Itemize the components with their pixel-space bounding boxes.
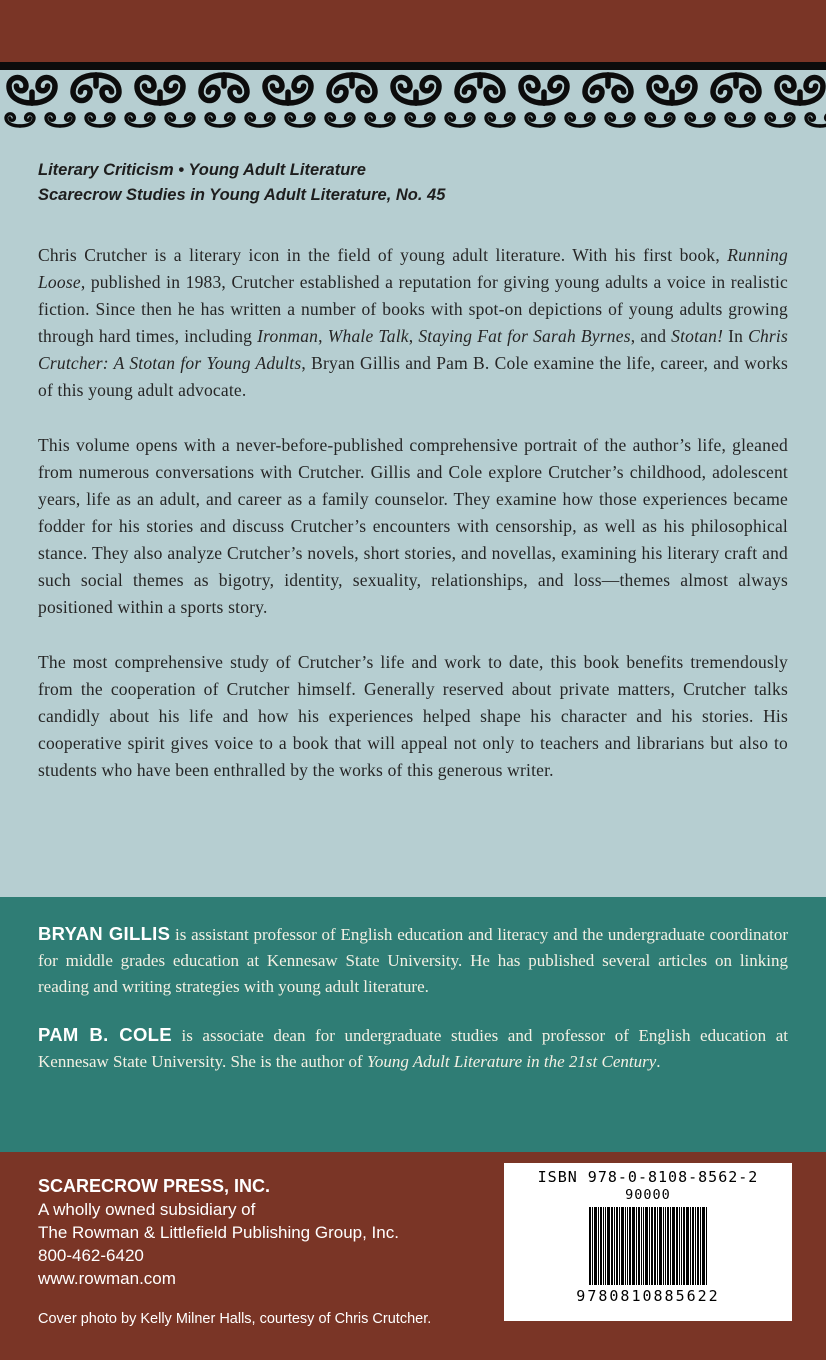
barcode-bar — [594, 1207, 597, 1285]
text-segment: Chris Crutcher is a literary icon in the field of young adult literature. With his first book, — [38, 245, 728, 265]
text-segment: The most comprehensive study of Crutcher’s life and work to date, this book benefits tremendously from the cooperation of Crutcher himself. Generally reserved about private matters, Crutcher talks candidly about his life and how his experiences helped shape his character and his stories. His cooperative spirit gives voice to a book that will appeal not only to teachers and librarians but also to students who have been enthralled by the works of this generous writer. — [38, 652, 788, 780]
publisher-band — [0, 1152, 826, 1360]
ornament-motif-small — [366, 114, 394, 126]
barcode-bar — [657, 1207, 658, 1285]
book-title-italic: Running Loose — [38, 245, 788, 292]
bio-bryan-gillis — [38, 921, 788, 1000]
ornament-motif-small — [86, 114, 114, 126]
blurb-paragraph-3 — [38, 649, 788, 784]
cover-photo-credit: Cover photo by Kelly Milner Halls, courtesy of Chris Crutcher. — [38, 1311, 432, 1327]
ornament-bottom-row — [6, 114, 826, 126]
barcode-bar — [700, 1207, 701, 1285]
barcode-bar — [619, 1207, 620, 1285]
ornament-motif-small — [726, 114, 754, 126]
barcode-bar — [645, 1207, 648, 1285]
ornament-motif — [201, 75, 247, 101]
book-title-italic: Ironman — [257, 326, 319, 346]
text-segment: In — [723, 326, 749, 346]
ornament-motif — [649, 78, 695, 104]
barcode-bar — [690, 1207, 691, 1285]
ornament-motif — [521, 78, 567, 104]
text-segment: , Bryan Gillis and Pam B. Cole examine the life, career, and works of this young adult advocate. — [38, 353, 788, 400]
series-line: Scarecrow Studies in Young Adult Literature, No. 45 — [38, 186, 446, 204]
barcode-bar — [629, 1207, 631, 1285]
ornament-border-band — [0, 70, 826, 132]
barcode-bar — [695, 1207, 696, 1285]
ornament-motif-small — [326, 114, 354, 126]
barcode-bar — [706, 1207, 707, 1285]
ornament-motif — [73, 75, 119, 101]
barcode-bar — [665, 1207, 666, 1285]
barcode-bar — [672, 1207, 675, 1285]
scroll-ornament-pattern — [0, 70, 826, 132]
ornament-motif — [457, 75, 503, 101]
barcode-bar — [600, 1207, 602, 1285]
publisher-phone: 800-462-6420 — [38, 1246, 144, 1265]
ornament-motif-small — [246, 114, 274, 126]
ornament-motif — [265, 78, 311, 104]
text-segment: is assistant professor of English education and literacy and the undergraduate coordinator for middle grades education at Kennesaw State University. He has published several articles on linking reading and writing strategies with young adult literature. — [38, 925, 788, 996]
barcode-bar — [598, 1207, 599, 1285]
ornament-motif — [585, 75, 631, 101]
barcode-bar — [611, 1207, 613, 1285]
barcode-price-code: 90000 — [625, 1187, 671, 1203]
barcode-bar — [603, 1207, 604, 1285]
barcode-bar — [592, 1207, 593, 1285]
barcode-bar — [625, 1207, 626, 1285]
book-title-italic: Chris Crutcher: A Stotan for Young Adults — [38, 326, 788, 373]
barcode-bar — [697, 1207, 699, 1285]
barcode-bar — [667, 1207, 669, 1285]
ornament-motif-small — [486, 114, 514, 126]
publisher-name: SCARECROW PRESS, INC. — [38, 1176, 271, 1196]
publisher-website: www.rowman.com — [38, 1269, 176, 1288]
barcode-bar — [679, 1207, 680, 1285]
ornament-motif-small — [126, 114, 154, 126]
ornament-motif — [9, 78, 55, 104]
genre-block — [38, 158, 788, 208]
ornament-motif-small — [766, 114, 794, 126]
ornament-motif — [713, 75, 759, 101]
barcode-bar — [616, 1207, 618, 1285]
text-segment: , published in 1983, Crutcher established a reputation for giving young adults a voice in realistic fiction. Since then he has written a number of books with spot-on depictions of young adults growing through hard times, including — [38, 272, 788, 346]
bio-name-pam-cole: PAM B. COLE — [38, 1024, 172, 1045]
author-bio-band — [0, 897, 826, 1152]
barcode-block — [504, 1163, 792, 1321]
ornament-motif-small — [206, 114, 234, 126]
barcode-bar — [607, 1207, 610, 1285]
publisher-group-line: The Rowman & Littlefield Publishing Group, Inc. — [38, 1223, 399, 1242]
ornament-motif — [393, 78, 439, 104]
ornament-motif-small — [406, 114, 434, 126]
book-title-italic: Staying Fat for Sarah Byrnes — [418, 326, 631, 346]
ornament-motif — [137, 78, 183, 104]
barcode-bar — [702, 1207, 705, 1285]
ornament-motif-small — [166, 114, 194, 126]
text-segment: . — [656, 1052, 661, 1071]
ornament-motif-small — [6, 114, 34, 126]
barcode-bar — [683, 1207, 685, 1285]
barcode-bar — [692, 1207, 694, 1285]
barcode-bar — [641, 1207, 642, 1285]
barcode-bar — [627, 1207, 628, 1285]
ornament-motif-small — [806, 114, 826, 126]
text-segment: , and — [630, 326, 672, 346]
ornament-motif-small — [446, 114, 474, 126]
barcode-bar — [643, 1207, 644, 1285]
barcode-bar — [638, 1207, 640, 1285]
barcode-bar — [649, 1207, 650, 1285]
blurb-paragraph-2 — [38, 432, 788, 621]
top-maroon-band — [0, 0, 826, 62]
barcode-bar — [621, 1207, 624, 1285]
black-divider-rule — [0, 62, 826, 70]
barcode-number: 9780810885622 — [576, 1287, 720, 1305]
ornament-motif-small — [566, 114, 594, 126]
barcode-bar — [636, 1207, 637, 1285]
text-segment: is associate dean for undergraduate studies and professor of English education at Kennesaw State University. She is the author of — [38, 1026, 788, 1071]
text-segment: This volume opens with a never-before-published comprehensive portrait of the author’s life, gleaned from numerous conversations with Crutcher. Gillis and Cole explore Crutcher’s childhood, adolescent years, life as an adult, and career as a family counselor. They examine how those experiences became fodder for his stories and discuss Crutcher’s encounters with censorship, as well as his philosophical stance. They also analyze Crutcher’s novels, short stories, and novellas, examining his literary craft and such social themes as bigotry, identity, sexuality, relationships, and loss—themes almost always positioned within a sports story. — [38, 435, 788, 617]
ornament-motif-small — [286, 114, 314, 126]
isbn-text: ISBN 978-0-8108-8562-2 — [537, 1168, 759, 1186]
barcode-bar — [614, 1207, 615, 1285]
blurb-paragraph-1 — [38, 242, 788, 404]
barcode-bar — [659, 1207, 662, 1285]
ornament-motif-small — [686, 114, 714, 126]
book-title-italic: Whale Talk — [327, 326, 409, 346]
barcode-bar — [663, 1207, 664, 1285]
publisher-subsidiary-line: A wholly owned subsidiary of — [38, 1200, 256, 1219]
barcode-bar — [632, 1207, 635, 1285]
ornament-motif — [777, 78, 823, 104]
blurb-area — [0, 132, 826, 897]
barcode-bar — [670, 1207, 671, 1285]
book-title-italic: Stotan! — [671, 326, 724, 346]
bio-name-bryan-gillis: BRYAN GILLIS — [38, 923, 171, 944]
barcode-bar — [676, 1207, 678, 1285]
barcode-bar — [681, 1207, 682, 1285]
barcode-bar — [654, 1207, 656, 1285]
ornament-motif-small — [526, 114, 554, 126]
ornament-motif-small — [646, 114, 674, 126]
text-segment: , — [318, 326, 328, 346]
genre-line: Literary Criticism • Young Adult Literature — [38, 161, 366, 179]
barcode-bar — [686, 1207, 689, 1285]
bio-pam-cole — [38, 1022, 788, 1075]
ornament-motif — [329, 75, 375, 101]
ornament-motif-small — [606, 114, 634, 126]
book-title-italic: Young Adult Literature in the 21st Century — [366, 1052, 657, 1071]
barcode-bar — [589, 1207, 591, 1285]
text-segment: , — [408, 326, 419, 346]
barcode-bar — [651, 1207, 653, 1285]
barcode-bars — [518, 1207, 778, 1285]
ornament-top-row — [9, 75, 823, 103]
ornament-motif-small — [46, 114, 74, 126]
barcode-bar — [605, 1207, 606, 1285]
